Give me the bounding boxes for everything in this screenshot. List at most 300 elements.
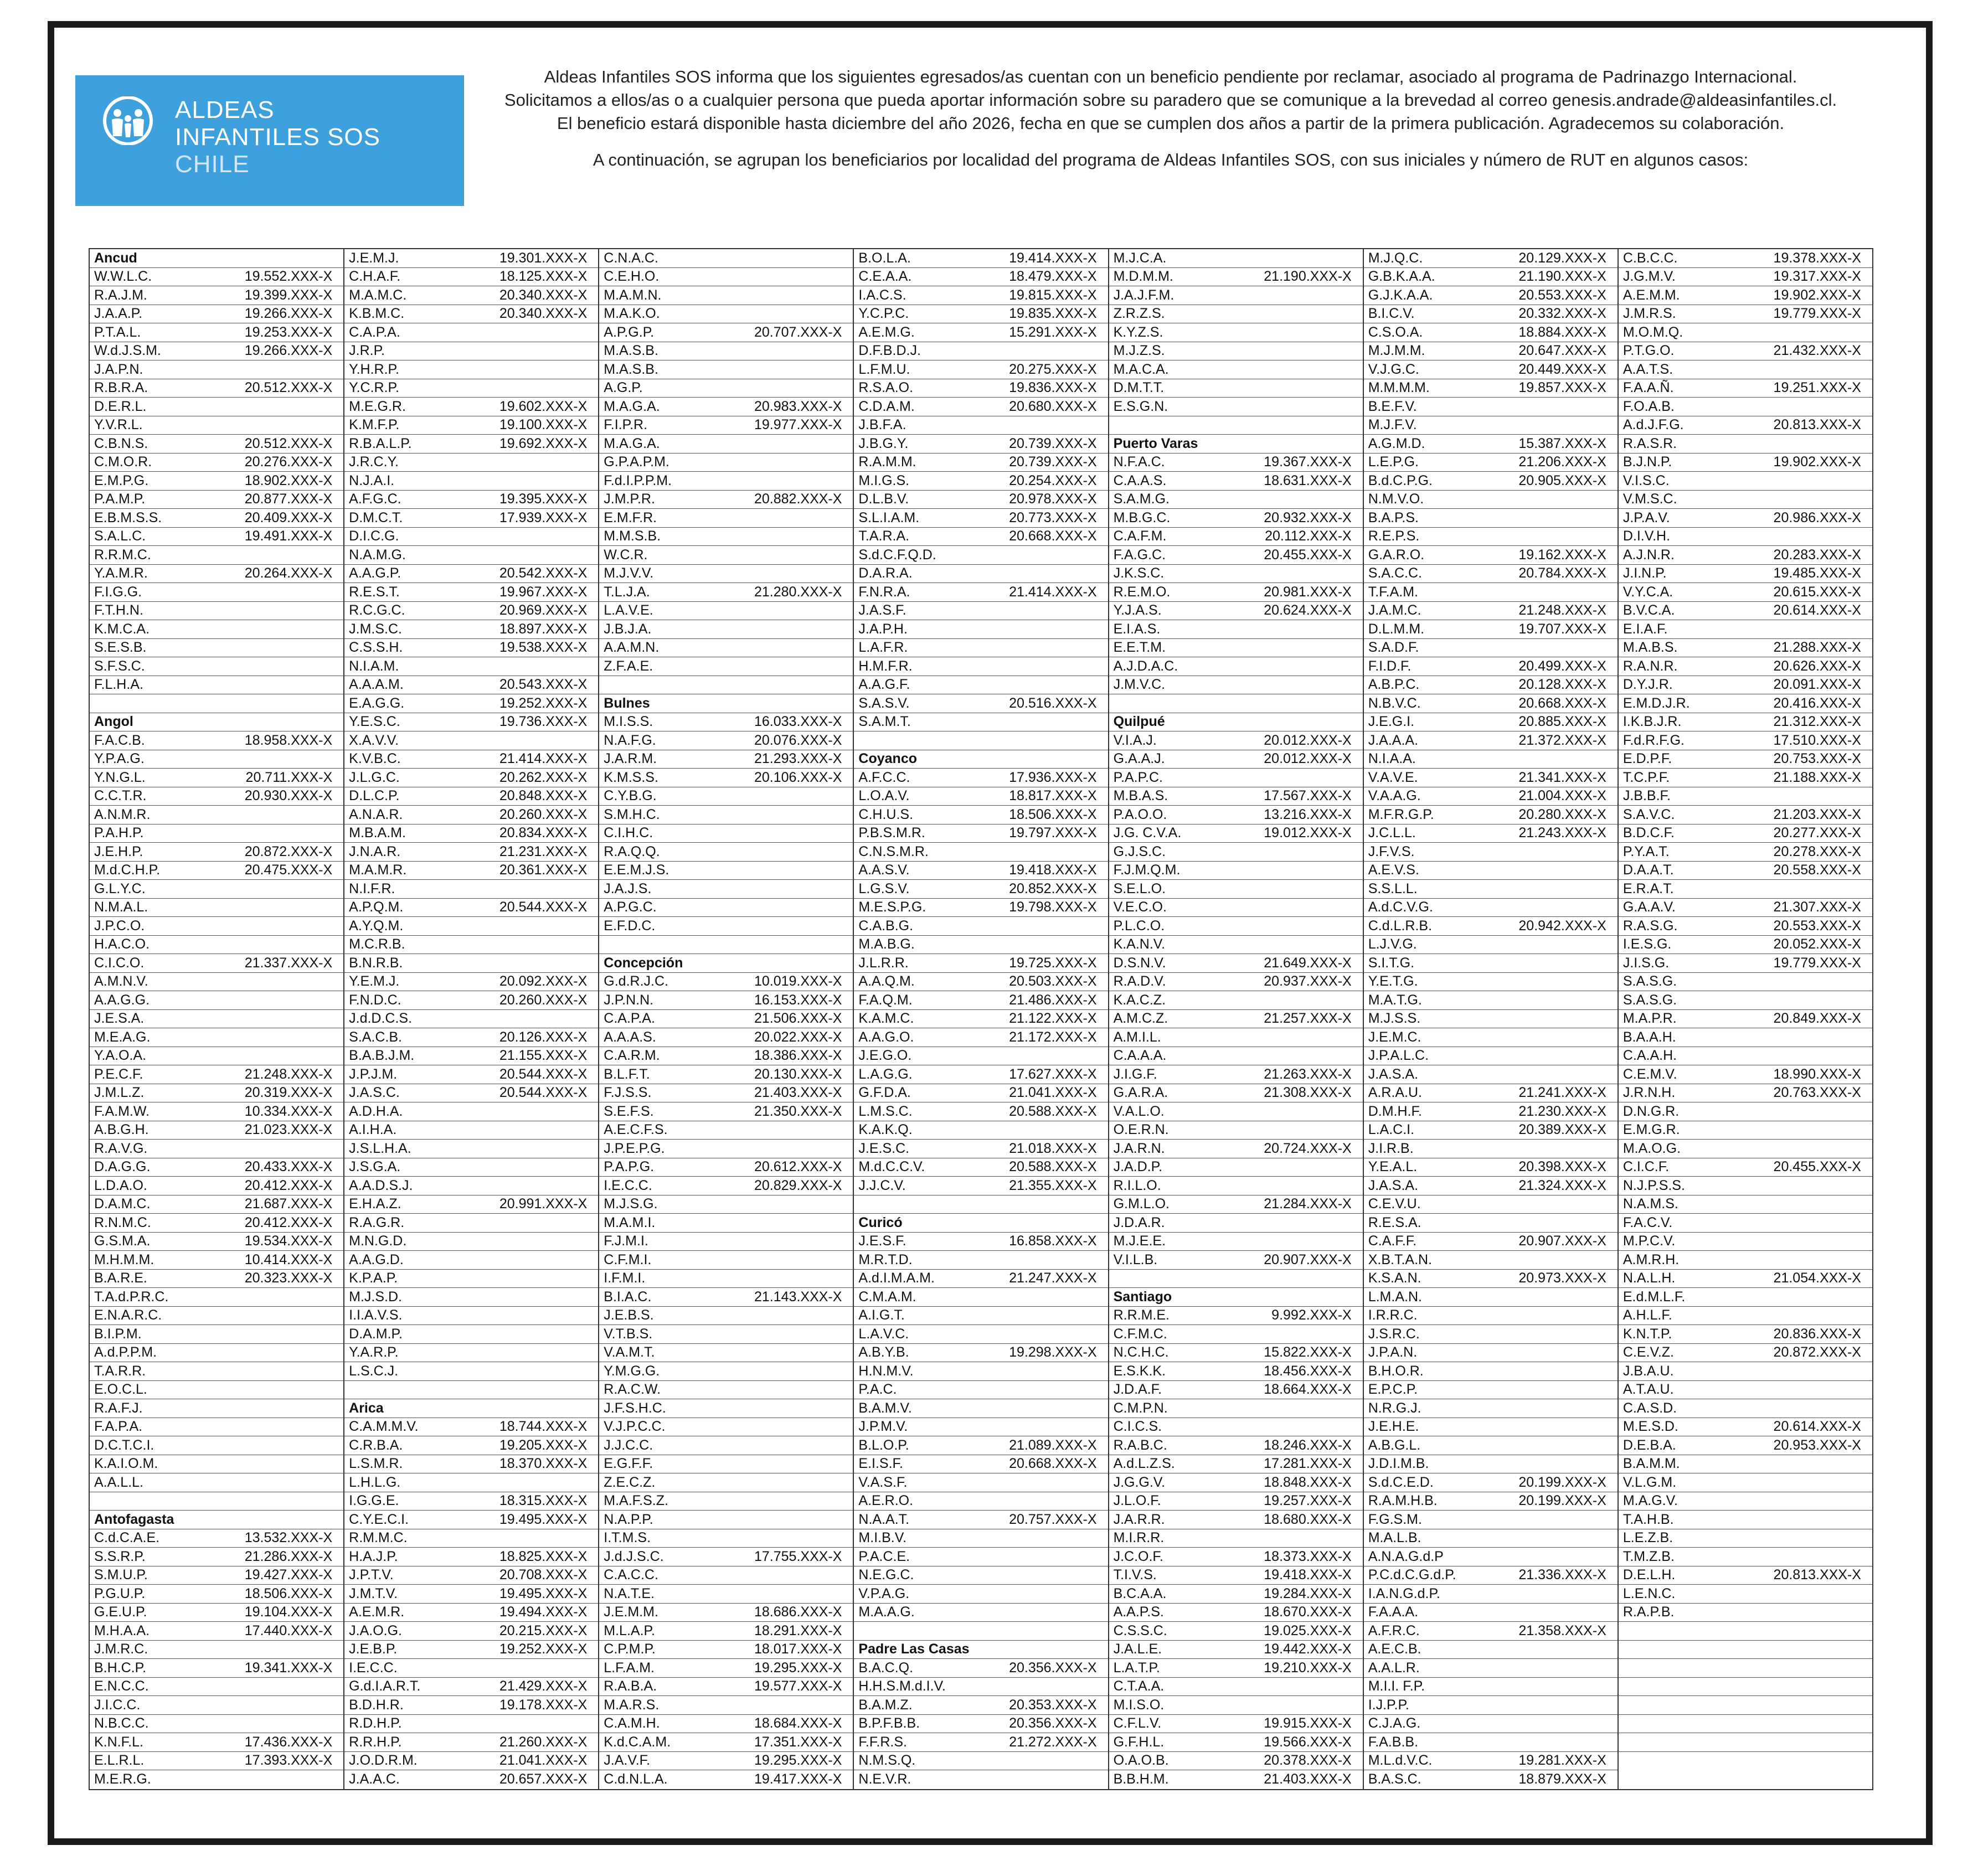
initials: J.G.G.V. (1113, 1474, 1166, 1490)
beneficiary-row (1619, 1177, 1872, 1195)
initials: R.A.D.V. (1113, 973, 1166, 989)
rut-number: 18.291.XXX-X (754, 1622, 842, 1638)
initials: K.M.S.S. (604, 769, 658, 785)
beneficiary-row (1109, 1251, 1363, 1270)
beneficiary-row (1109, 1678, 1363, 1697)
initials: D.C.T.C.I. (94, 1437, 154, 1453)
rut-number: 19.317.XXX-X (1773, 269, 1861, 285)
beneficiary-row (599, 1566, 853, 1585)
initials: J.E.G.I. (1368, 714, 1415, 730)
initials: B.H.C.P. (94, 1659, 147, 1676)
rut-number: 19.104.XXX-X (244, 1604, 333, 1620)
beneficiary-row (90, 936, 343, 955)
beneficiary-row (90, 379, 343, 398)
beneficiary-row (344, 1177, 598, 1195)
beneficiary-row (344, 1436, 598, 1455)
beneficiary-row (1364, 1418, 1618, 1437)
beneficiary-row (344, 379, 598, 398)
rut-number: 20.112.XXX-X (1265, 528, 1352, 544)
initials: C.F.M.C. (1113, 1326, 1167, 1342)
beneficiary-row (90, 1251, 343, 1270)
beneficiary-row (1109, 453, 1363, 472)
beneficiary-row (854, 1233, 1108, 1251)
beneficiary-row (1109, 1047, 1363, 1066)
rut-number: 18.370.XXX-X (499, 1456, 588, 1472)
initials: K.d.C.A.M. (604, 1734, 671, 1750)
initials: R.R.M.E. (1113, 1307, 1170, 1323)
beneficiary-row (1619, 694, 1872, 713)
rut-number: 20.092.XXX-X (499, 973, 588, 989)
initials: C.A.P.A. (349, 324, 400, 340)
initials: N.I.A.M. (349, 658, 399, 674)
beneficiary-row (599, 1362, 853, 1381)
rut-number: 18.125.XXX-X (499, 269, 588, 285)
beneficiary-row (90, 1195, 343, 1214)
rut-number: 16.033.XXX-X (754, 714, 842, 730)
initials: K.Y.Z.S. (1113, 324, 1163, 340)
beneficiary-row (854, 1511, 1108, 1529)
initials: P.A.C. (858, 1382, 897, 1398)
initials: G.d.I.A.R.T. (349, 1678, 421, 1694)
initials: P.G.U.P. (94, 1585, 146, 1601)
initials: M.d.C.C.V. (858, 1159, 925, 1175)
beneficiary-row (854, 268, 1108, 287)
rut-number: 19.012.XXX-X (1264, 825, 1352, 841)
initials: M.E.A.G. (94, 1029, 151, 1045)
initials: A.R.A.U. (1368, 1085, 1422, 1101)
beneficiary-row (90, 1270, 343, 1289)
initials: B.A.S.C. (1368, 1771, 1421, 1787)
beneficiary-row (344, 453, 598, 472)
beneficiary-row (1109, 1770, 1363, 1789)
beneficiary-row (599, 787, 853, 806)
rut-number: 18.879.XXX-X (1518, 1771, 1606, 1787)
beneficiary-row (90, 880, 343, 899)
beneficiary-row (1109, 342, 1363, 361)
initials: C.S.S.H. (349, 640, 403, 656)
beneficiary-row (90, 862, 343, 880)
locality-heading: Antofagasta (90, 1511, 343, 1529)
rut-number: 20.836.XXX-X (1773, 1326, 1861, 1342)
beneficiary-row (1109, 1529, 1363, 1548)
beneficiary-row (344, 602, 598, 621)
initials: P.C.d.C.G.d.P. (1368, 1567, 1456, 1583)
beneficiary-row (90, 1140, 343, 1158)
rut-number: 20.907.XXX-X (1518, 1233, 1606, 1249)
beneficiary-row (90, 1715, 343, 1734)
rut-number: 20.624.XXX-X (1264, 602, 1352, 619)
beneficiary-row (1109, 1344, 1363, 1363)
beneficiary-row (90, 398, 343, 416)
rut-number: 20.983.XXX-X (754, 398, 842, 414)
beneficiary-row (90, 1121, 343, 1140)
beneficiary-row (344, 1140, 598, 1158)
rut-number: 19.205.XXX-X (499, 1437, 588, 1453)
beneficiary-row (1364, 806, 1618, 824)
rut-number: 19.378.XXX-X (1773, 250, 1861, 266)
beneficiary-row (854, 639, 1108, 658)
rut-number: 18.848.XXX-X (1264, 1474, 1352, 1490)
initials: J.A.O.G. (349, 1622, 402, 1638)
rut-number: 21.241.XXX-X (1518, 1085, 1606, 1101)
beneficiary-row (1364, 1733, 1618, 1752)
beneficiary-row (1109, 954, 1363, 973)
initials: N.F.A.C. (1113, 454, 1165, 470)
beneficiary-row (90, 843, 343, 862)
rut-number: 18.884.XXX-X (1518, 324, 1606, 340)
beneficiary-row (1109, 602, 1363, 621)
beneficiary-row (599, 1678, 853, 1697)
initials: C.N.S.M.R. (858, 843, 929, 859)
beneficiary-row (90, 1399, 343, 1418)
beneficiary-row (90, 1752, 343, 1771)
rut-number: 20.544.XXX-X (499, 1085, 588, 1101)
beneficiary-row (344, 954, 598, 973)
initials: R.A.J.M. (94, 287, 147, 303)
rut-number: 20.356.XXX-X (1009, 1659, 1097, 1676)
rut-number: 20.657.XXX-X (499, 1771, 588, 1787)
beneficiary-row (599, 453, 853, 472)
initials: B.D.C.F. (1622, 825, 1675, 841)
beneficiary-row (854, 1715, 1108, 1734)
beneficiary-row (1109, 1028, 1363, 1047)
initials: F.J.S.S. (604, 1085, 652, 1101)
initials: F.A.B.B. (1368, 1734, 1419, 1750)
initials: J.E.M.M. (604, 1604, 658, 1620)
beneficiary-row (90, 1214, 343, 1233)
initials: R.A.B.A. (604, 1678, 657, 1694)
rut-number: 20.739.XXX-X (1009, 454, 1097, 470)
rut-number: 17.351.XXX-X (754, 1734, 842, 1750)
beneficiary-row (1364, 342, 1618, 361)
beneficiary-row (90, 1585, 343, 1604)
rut-number: 20.942.XXX-X (1518, 918, 1606, 934)
rut-number: 20.553.XXX-X (1518, 287, 1606, 303)
rut-number: 21.143.XXX-X (754, 1289, 842, 1305)
initials: S.A.V.C. (1622, 806, 1675, 822)
beneficiary-row (854, 657, 1108, 676)
beneficiary-row (1109, 1158, 1363, 1177)
rut-number: 15.291.XXX-X (1009, 324, 1097, 340)
rut-number: 19.485.XXX-X (1773, 565, 1861, 581)
beneficiary-row (599, 1214, 853, 1233)
initials: N.A.F.G. (604, 732, 656, 748)
initials: D.I.V.H. (1622, 528, 1671, 544)
rut-number: 17.281.XXX-X (1264, 1456, 1352, 1472)
rut-number: 19.418.XXX-X (1009, 862, 1097, 878)
aldeas-logo (75, 75, 464, 206)
rut-number: 19.281.XXX-X (1518, 1753, 1606, 1769)
beneficiary-row (1619, 1344, 1872, 1363)
initials: M.A.G.A. (604, 398, 660, 414)
initials: R.E.S.T. (349, 584, 400, 600)
rut-number: 21.041.XXX-X (499, 1753, 588, 1769)
initials: A.F.C.C. (858, 769, 910, 785)
beneficiary-row (90, 416, 343, 435)
initials: A.A.G.F. (858, 677, 910, 693)
locality-heading: Bulnes (599, 694, 853, 713)
initials: C.M.O.R. (94, 454, 152, 470)
initials: S.A.D.F. (1368, 640, 1419, 656)
beneficiary-row (344, 750, 598, 769)
beneficiary-row (344, 1641, 598, 1659)
beneficiary-row (1619, 1566, 1872, 1585)
beneficiary-row (1109, 565, 1363, 584)
beneficiary-row (854, 1307, 1108, 1326)
initials: D.E.L.H. (1622, 1567, 1676, 1583)
initials: C.A.M.M.V. (349, 1419, 419, 1435)
beneficiary-row (1619, 416, 1872, 435)
initials: E.R.A.T. (1622, 880, 1674, 896)
initials: J.S.R.C. (1368, 1326, 1420, 1342)
beneficiary-row (599, 880, 853, 899)
initials: N.C.H.C. (1113, 1344, 1169, 1360)
rut-number: 20.753.XXX-X (1773, 751, 1861, 767)
initials: A.A.A.S. (604, 1029, 656, 1045)
beneficiary-row (1364, 1566, 1618, 1585)
beneficiary-row (1619, 1492, 1872, 1511)
initials: M.J.Z.S. (1113, 343, 1165, 359)
initials: Z.E.C.Z. (604, 1474, 656, 1490)
rut-number: 19.100.XXX-X (499, 417, 588, 433)
rut-number: 19.902.XXX-X (1773, 454, 1861, 470)
rut-number: 17.936.XXX-X (1009, 769, 1097, 785)
initials: S.S.R.P. (94, 1548, 146, 1564)
initials: A.M.R.H. (1622, 1251, 1680, 1267)
initials: E.d.M.L.F. (1622, 1289, 1686, 1305)
initials: N.A.M.G. (349, 547, 406, 563)
initials: C.A.C.C. (604, 1567, 658, 1583)
beneficiary-row (854, 862, 1108, 880)
beneficiary-row (854, 1418, 1108, 1437)
initials: M.N.G.D. (349, 1233, 407, 1249)
beneficiary-row (1364, 323, 1618, 342)
beneficiary-row (854, 1028, 1108, 1047)
initials: J.d.D.C.S. (349, 1011, 413, 1027)
beneficiary-row (1109, 583, 1363, 602)
beneficiary-row (90, 1436, 343, 1455)
beneficiary-row (90, 769, 343, 787)
beneficiary-row (1109, 1214, 1363, 1233)
beneficiary-row (854, 323, 1108, 342)
initials: P.A.M.P. (94, 491, 146, 507)
beneficiary-row (854, 1344, 1108, 1363)
rut-number: 20.512.XXX-X (244, 435, 333, 451)
initials: A.T.A.U. (1622, 1382, 1674, 1398)
beneficiary-row (90, 1622, 343, 1641)
initials: M.A.L.B. (1368, 1530, 1421, 1546)
initials: R.M.M.C. (349, 1530, 408, 1546)
initials: D.Y.J.R. (1622, 677, 1673, 693)
rut-number: 19.857.XXX-X (1518, 380, 1606, 396)
beneficiary-row (90, 676, 343, 695)
intro-paragraph: Aldeas Infantiles SOS informa que los siguientes egresados/as cuentan con un beneficio pendiente por reclamar, asociado al programa de Padrinazgo Internacional. Solicitamos a ellos/as o a cualquier persona que pueda aportar información sobre su paradero que se comunique a la brevedad al correo genesis.andrade@aldeasinfantiles.cl. El beneficio estará disponible hasta diciembre del año 2026, fecha en que se cumplen dos años a partir de la primera publicación. Agradecemos su colaboración. (504, 67, 1837, 133)
initials: F.O.A.B. (1622, 398, 1675, 414)
rut-number: 20.680.XXX-X (1009, 398, 1097, 414)
beneficiary-row (344, 1214, 598, 1233)
beneficiary-row (1619, 360, 1872, 379)
beneficiary-row (599, 1102, 853, 1121)
initials: J.I.R.B. (1368, 1140, 1414, 1156)
initials: C.A.P.A. (604, 1011, 655, 1027)
rut-number: 17.627.XXX-X (1009, 1066, 1097, 1082)
initials: M.A.S.B. (604, 343, 658, 359)
beneficiary-row (1364, 1233, 1618, 1251)
initials: E.L.R.L. (94, 1753, 145, 1769)
beneficiary-row (344, 1121, 598, 1140)
initials: S.S.L.L. (1368, 880, 1418, 896)
initials: D.L.B.V. (858, 491, 909, 507)
rut-number: 20.416.XXX-X (1773, 695, 1861, 711)
rut-number: 21.263.XXX-X (1264, 1066, 1352, 1082)
beneficiary-row (1364, 880, 1618, 899)
rut-number: 20.280.XXX-X (1518, 806, 1606, 822)
rut-number: 19.414.XXX-X (1009, 250, 1097, 266)
beneficiary-row (599, 657, 853, 676)
rut-number: 21.403.XXX-X (1264, 1771, 1352, 1787)
rut-number: 21.018.XXX-X (1009, 1140, 1097, 1156)
initials: T.M.Z.B. (1622, 1548, 1675, 1564)
initials: J.B.A.U. (1622, 1363, 1674, 1379)
initials: F.d.R.F.G. (1622, 732, 1685, 748)
initials: J.J.C.C. (604, 1437, 653, 1453)
initials: D.M.H.F. (1368, 1103, 1422, 1119)
rut-number: 20.558.XXX-X (1773, 862, 1861, 878)
initials: R.A.P.B. (1622, 1604, 1675, 1620)
rut-number: 20.356.XXX-X (1009, 1715, 1097, 1731)
initials: C.A.B.G. (858, 918, 914, 934)
locality-heading: Ancud (90, 249, 343, 268)
empty-row (1619, 1752, 1872, 1771)
rut-number: 21.687.XXX-X (244, 1196, 333, 1212)
initials: I.J.P.P. (1368, 1697, 1409, 1713)
rut-number: 21.260.XXX-X (499, 1734, 588, 1750)
beneficiary-row (854, 379, 1108, 398)
initials: D.E.R.L. (94, 398, 147, 414)
empty-row (1619, 1715, 1872, 1734)
initials: J.A.M.C. (1368, 602, 1421, 619)
initials: F.L.H.A. (94, 677, 143, 693)
initials: M.A.M.R. (349, 862, 407, 878)
beneficiary-row (1109, 991, 1363, 1010)
initials: F.J.M.I. (604, 1233, 648, 1249)
initials: K.A.I.O.M. (94, 1456, 158, 1472)
initials: M.E.R.G. (94, 1771, 151, 1787)
beneficiary-row (1109, 249, 1363, 268)
initials: N.M.S.Q. (858, 1753, 916, 1769)
initials: J.I.S.G. (1622, 955, 1670, 971)
beneficiary-row (344, 528, 598, 547)
rut-number: 20.455.XXX-X (1773, 1159, 1861, 1175)
initials: K.P.A.P. (349, 1270, 398, 1286)
initials: C.D.A.M. (858, 398, 915, 414)
initials: M.I.R.R. (1113, 1530, 1165, 1546)
initials: S.d.C.E.D. (1368, 1474, 1434, 1490)
initials: Y.E.S.C. (349, 714, 400, 730)
beneficiary-row (1619, 899, 1872, 918)
locality-heading: Santiago (1109, 1288, 1363, 1307)
initials: A.A.T.S. (1622, 361, 1673, 377)
initials: C.I.C.S. (1113, 1419, 1162, 1435)
beneficiary-row (1619, 1140, 1872, 1158)
rut-number: 20.877.XXX-X (244, 491, 333, 507)
initials: R.A.G.R. (349, 1214, 405, 1230)
beneficiary-row (1109, 676, 1363, 695)
beneficiary-row (1364, 1195, 1618, 1214)
beneficiary-row (854, 416, 1108, 435)
initials: J.C.O.F. (1113, 1548, 1163, 1564)
initials: E.N.A.R.C. (94, 1307, 162, 1323)
rut-number: 20.260.XXX-X (499, 806, 588, 822)
beneficiary-row (854, 1770, 1108, 1789)
initials: J.I.C.C. (94, 1697, 141, 1713)
initials: B.A.M.M. (1622, 1456, 1680, 1472)
beneficiary-row (1619, 1028, 1872, 1047)
initials: F.A.P.A. (94, 1419, 143, 1435)
beneficiary-row (1109, 731, 1363, 750)
rut-number: 20.937.XXX-X (1264, 973, 1352, 989)
initials: M.J.V.V. (604, 565, 654, 581)
initials: A.d.J.F.G. (1622, 417, 1684, 433)
beneficiary-row (1364, 917, 1618, 936)
initials: C.S.S.C. (1113, 1622, 1167, 1638)
rut-number: 10.019.XXX-X (754, 973, 842, 989)
initials: J.L.G.C. (349, 769, 400, 785)
rut-number: 20.813.XXX-X (1773, 1567, 1861, 1583)
initials: G.L.Y.C. (94, 880, 146, 896)
initials: A.E.C.B. (1368, 1641, 1421, 1657)
beneficiary-row (90, 1010, 343, 1029)
beneficiaries-table (89, 248, 1873, 1790)
rut-number: 20.834.XXX-X (499, 825, 588, 841)
beneficiary-row (599, 1641, 853, 1659)
beneficiary-row (1619, 323, 1872, 342)
initials: C.N.A.C. (604, 250, 658, 266)
beneficiary-row (1619, 602, 1872, 621)
initials: A.G.M.D. (1368, 435, 1425, 451)
rut-number: 20.409.XXX-X (244, 509, 333, 525)
initials: N.A.T.E. (604, 1585, 655, 1601)
beneficiary-row (344, 806, 598, 824)
initials: A.A.G.D. (349, 1251, 404, 1267)
beneficiary-row (854, 1010, 1108, 1029)
initials: B.L.F.T. (604, 1066, 650, 1082)
rut-number: 18.686.XXX-X (754, 1604, 842, 1620)
initials: M.A.S.B. (604, 361, 658, 377)
initials: E.M.P.G. (94, 472, 149, 488)
beneficiary-row (599, 1752, 853, 1771)
initials: I.E.C.C. (349, 1659, 398, 1676)
beneficiary-row (599, 1288, 853, 1307)
beneficiary-row (1109, 1195, 1363, 1214)
rut-number: 20.614.XXX-X (1773, 602, 1861, 619)
initials: V.T.B.S. (604, 1326, 653, 1342)
initials: D.M.T.T. (1113, 380, 1165, 396)
initials: J.A.J.F.M. (1113, 287, 1175, 303)
beneficiary-row (90, 323, 343, 342)
beneficiary-row (1364, 620, 1618, 639)
rut-number: 19.427.XXX-X (244, 1567, 333, 1583)
beneficiary-row (344, 583, 598, 602)
beneficiary-row (90, 1307, 343, 1326)
beneficiary-row (599, 1344, 853, 1363)
beneficiary-row (854, 1177, 1108, 1195)
rut-number: 13.216.XXX-X (1264, 806, 1352, 822)
beneficiary-row (1109, 286, 1363, 305)
empty-row (1619, 1622, 1872, 1641)
beneficiary-row (1619, 1473, 1872, 1492)
initials: A.E.V.S. (1368, 862, 1419, 878)
